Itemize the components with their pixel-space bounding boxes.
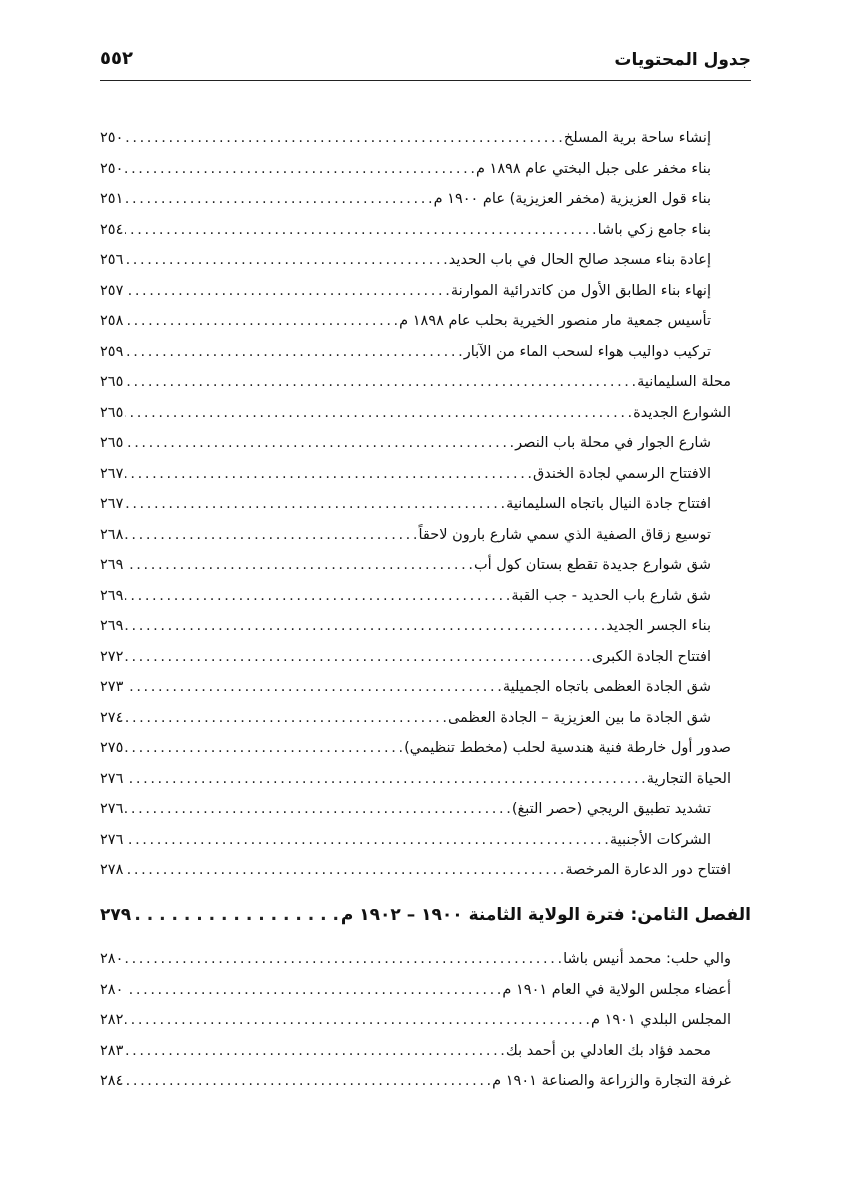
toc-entry[interactable] <box>100 276 731 307</box>
dot-leader <box>125 855 563 886</box>
toc-entry-title: بناء الجسر الجديد <box>606 618 711 634</box>
dot-leader <box>125 520 416 551</box>
toc-entry-title: غرفة التجارة والزراعة والصناعة ١٩٠١ م <box>492 1073 731 1089</box>
toc-entry[interactable] <box>100 581 731 612</box>
toc-entry[interactable] <box>100 489 731 520</box>
toc-entry-page: ٢٥٤ <box>100 221 124 238</box>
dot-leader <box>125 794 509 825</box>
toc-entry-page: ٢٧٦ <box>100 770 124 787</box>
dot-leader <box>125 489 504 520</box>
toc-entry-page: ٢٥٠ <box>100 160 124 177</box>
toc-entry-title: الشركات الأجنبية <box>609 831 711 848</box>
toc-entry-page: ٢٦٥ <box>100 435 124 451</box>
page-header <box>100 44 751 81</box>
dot-leader <box>125 337 461 368</box>
dot-leader <box>125 215 595 246</box>
toc-entry[interactable] <box>100 550 731 581</box>
toc-entry-page: ٢٥٧ <box>100 282 124 299</box>
toc-entry[interactable] <box>100 398 731 429</box>
toc-entry-title: أعضاء مجلس الولاية في العام ١٩٠١ م <box>502 981 731 998</box>
chapter-heading[interactable] <box>100 898 751 932</box>
toc-entry[interactable] <box>100 184 731 215</box>
toc-entry[interactable] <box>100 1066 731 1097</box>
chapter-contents <box>100 944 731 1097</box>
toc-entry-title: بناء جامع زكي باشا <box>597 221 711 238</box>
toc-entry[interactable] <box>100 733 731 764</box>
dot-leader <box>125 306 397 337</box>
toc-entry[interactable] <box>100 794 731 825</box>
toc-entry[interactable] <box>100 944 731 975</box>
dot-leader <box>125 276 448 307</box>
toc-entry-title: تأسيس جمعية مار منصور الخيرية بحلب عام ١٨٩٨ م <box>399 313 711 329</box>
toc-entry-page: ٢٦٥ <box>100 404 124 421</box>
toc-entry-title: تركيب دواليب هواء لسحب الماء من الآبار <box>463 343 711 360</box>
toc-entry-title: الافتتاح الرسمي لجادة الخندق <box>533 465 711 482</box>
toc-entry[interactable] <box>100 611 731 642</box>
header-title: جدول المحتويات <box>614 50 751 70</box>
dot-leader <box>125 154 474 185</box>
dot-leader <box>125 1066 490 1097</box>
dot-leader <box>125 825 608 856</box>
toc-entry-page: ٢٦٩ <box>100 557 124 573</box>
toc-entry-title: إنشاء ساحة برية المسلخ <box>563 130 711 146</box>
chapter-page: ٢٧٩ <box>100 905 132 925</box>
toc-entry[interactable] <box>100 1005 731 1036</box>
toc-entry-title: شق الجادة ما بين العزيزية – الجادة العظمى <box>447 709 711 726</box>
toc-entry-title: شق الجادة العظمى باتجاه الجميلية <box>502 679 711 695</box>
toc-entry-title: محمد فؤاد بك العادلي بن أحمد بك <box>505 1042 711 1059</box>
toc-entry[interactable] <box>100 245 731 276</box>
toc-entry-title: افتتاح دور الدعارة المرخصة <box>565 862 731 878</box>
toc-entry-page: ٢٨٠ <box>100 981 124 998</box>
toc-entry[interactable] <box>100 975 731 1006</box>
toc-entry-page: ٢٧٦ <box>100 801 124 817</box>
dot-leader <box>125 367 635 398</box>
toc-entry-page: ٢٥٦ <box>100 252 124 268</box>
toc-entry-page: ٢٦٩ <box>100 587 124 604</box>
dot-leader <box>125 975 500 1006</box>
dot-leader <box>125 398 631 429</box>
toc-entry-page: ٢٥١ <box>100 191 124 207</box>
toc-entry-page: ٢٦٧ <box>100 465 124 482</box>
toc-entry[interactable] <box>100 367 731 398</box>
toc-entry-page: ٢٥٨ <box>100 313 124 329</box>
toc-entry-page: ٢٧٥ <box>100 740 124 756</box>
dot-leader <box>125 245 446 276</box>
toc-entry-title: توسيع زقاق الصفية الذي سمي شارع بارون لاحقاً <box>418 526 711 543</box>
dot-leader <box>125 642 589 673</box>
toc-entry-title: الحياة التجارية <box>646 770 731 787</box>
toc-entry[interactable] <box>100 642 731 673</box>
dot-leader <box>125 733 402 764</box>
toc-entry-title: صدور أول خارطة فنية هندسية لحلب (مخطط تنظيمي) <box>404 740 731 756</box>
toc-entry-title: والي حلب: محمد أنيس باشا <box>563 951 731 967</box>
toc-entry[interactable] <box>100 825 731 856</box>
dot-leader <box>125 944 561 975</box>
toc-entry[interactable] <box>100 123 731 154</box>
table-of-contents <box>100 123 731 886</box>
toc-entry-title: شق شارع باب الحديد - جب القبة <box>511 587 711 604</box>
dot-leader <box>125 1005 589 1036</box>
dot-leader <box>125 703 446 734</box>
toc-entry-page: ٢٥٠ <box>100 130 124 146</box>
toc-entry-title: بناء مخفر على جبل البختي عام ١٨٩٨ م <box>475 160 711 177</box>
toc-entry-page: ٢٨٤ <box>100 1073 124 1089</box>
toc-entry[interactable] <box>100 764 731 795</box>
toc-entry-page: ٢٧٣ <box>100 679 124 695</box>
dot-leader <box>125 428 513 459</box>
dot-leader <box>125 459 531 490</box>
toc-entry[interactable] <box>100 520 731 551</box>
toc-entry-page: ٢٧٨ <box>100 862 124 878</box>
toc-entry-page: ٢٥٩ <box>100 343 124 360</box>
toc-entry-page: ٢٧٦ <box>100 831 124 848</box>
dot-leader <box>125 764 644 795</box>
toc-entry[interactable] <box>100 306 731 337</box>
toc-entry-page: ٢٧٤ <box>100 709 124 726</box>
toc-entry-page: ٢٨٠ <box>100 951 124 967</box>
toc-entry[interactable] <box>100 672 731 703</box>
toc-entry[interactable] <box>100 855 731 886</box>
toc-entry[interactable] <box>100 459 731 490</box>
toc-entry-title: الشوارع الجديدة <box>633 404 731 421</box>
dot-leader <box>125 581 509 612</box>
toc-entry-title: تشديد تطبيق الريجي (حصر التبغ) <box>511 801 711 817</box>
toc-entry-title: بناء قول العزيزية (مخفر العزيزية) عام ١٩٠٠ م <box>433 191 711 207</box>
toc-entry-title: افتتاح جادة النيال باتجاه السليمانية <box>506 496 711 512</box>
dot-leader <box>133 898 339 932</box>
toc-entry[interactable] <box>100 1036 731 1067</box>
toc-entry-title: شارع الجوار في محلة باب النصر <box>515 435 711 451</box>
toc-entry-title: شق شوارع جديدة تقطع بستان كول أب <box>473 557 711 573</box>
toc-entry[interactable] <box>100 154 731 185</box>
dot-leader <box>125 123 561 154</box>
dot-leader <box>125 184 431 215</box>
page-number: ٥٥٢ <box>100 48 133 69</box>
dot-leader <box>125 672 500 703</box>
toc-entry-title: محلة السليمانية <box>637 374 731 390</box>
toc-entry-page: ٢٦٥ <box>100 374 124 390</box>
dot-leader <box>125 1036 504 1067</box>
dot-leader <box>125 611 604 642</box>
toc-entry-title: المجلس البلدي ١٩٠١ م <box>590 1012 731 1028</box>
dot-leader <box>125 550 472 581</box>
toc-entry[interactable] <box>100 215 731 246</box>
toc-entry-title: إعادة بناء مسجد صالح الحال في باب الحديد <box>448 252 711 268</box>
toc-entry[interactable] <box>100 337 731 368</box>
toc-entry-page: ٢٦٧ <box>100 496 124 512</box>
chapter-title: الفصل الثامن: فترة الولاية الثامنة ١٩٠٠ – ١٩٠٢ م <box>340 905 751 925</box>
toc-entry-page: ٢٧٢ <box>100 648 124 665</box>
toc-entry-title: افتتاح الجادة الكبرى <box>591 648 711 665</box>
toc-entry-page: ٢٦٨ <box>100 526 124 543</box>
toc-entry-page: ٢٨٢ <box>100 1012 124 1028</box>
toc-entry-title: إنهاء بناء الطابق الأول من كاتدرائية الموارنة <box>450 282 711 299</box>
toc-entry[interactable] <box>100 428 731 459</box>
toc-entry-page: ٢٨٣ <box>100 1042 124 1059</box>
toc-entry[interactable] <box>100 703 731 734</box>
toc-entry-page: ٢٦٩ <box>100 618 124 634</box>
